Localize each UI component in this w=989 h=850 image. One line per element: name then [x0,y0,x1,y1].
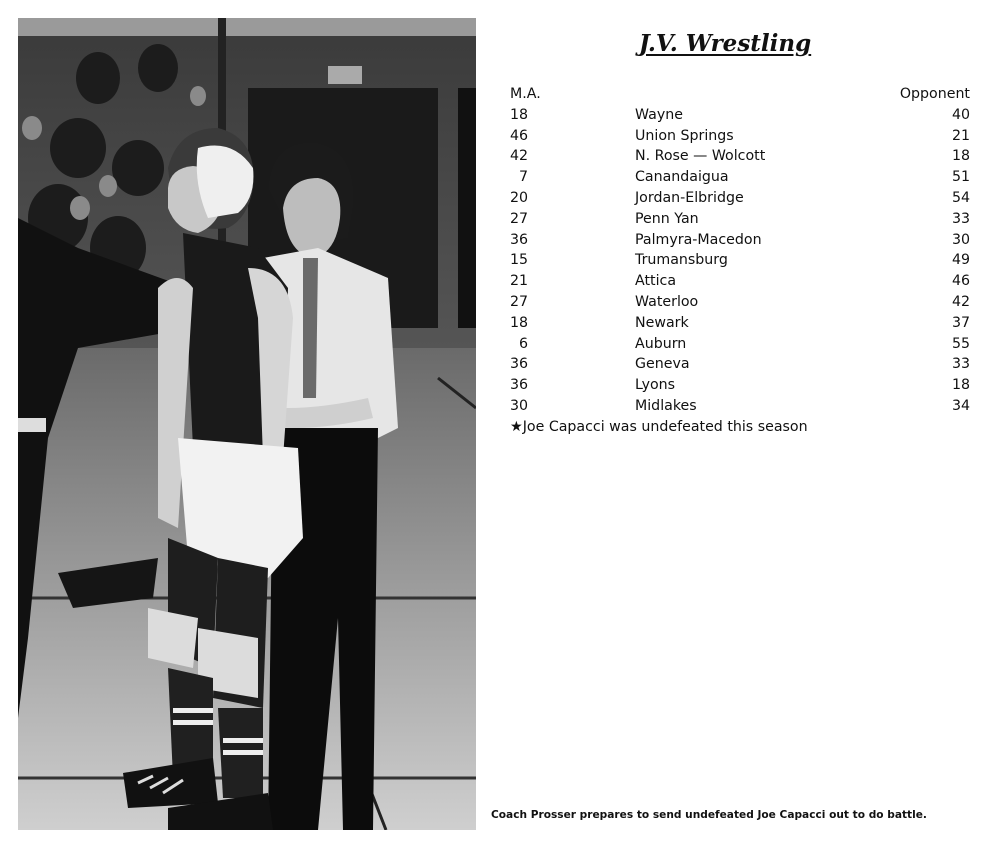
opponent-name: Midlakes [635,397,697,414]
opponent-score: 33 [951,210,970,227]
table-row [510,230,970,251]
ma-score: 7 [518,169,528,186]
opponent-name: Wayne [635,106,683,123]
opponent-score: 34 [951,397,970,414]
opponent-score: 54 [951,189,970,206]
table-row [510,188,970,209]
table-row [510,146,970,167]
ma-score: 30 [510,397,529,414]
table-row [510,313,970,334]
page-title: J.V. Wrestling [638,30,812,57]
table-row [510,126,970,147]
ma-score: 15 [510,252,529,269]
opponent-name: Waterloo [635,293,699,310]
ma-score: 20 [510,189,529,206]
table-row [510,396,970,417]
opponent-name: Newark [635,314,689,331]
table-row [510,209,970,230]
table-row [510,105,970,126]
opponent-name: N. Rose — Wolcott [635,148,766,165]
ma-score: 18 [510,106,529,123]
ma-score: 36 [510,377,529,394]
table-row [510,271,970,292]
table-row [510,334,970,355]
opponent-score: 42 [951,293,970,310]
opponent-name: Auburn [635,335,687,352]
photo-caption: Coach Prosser prepares to send undefeated Joe Capacci out to do battle. [491,809,927,821]
opponent-name: Palmyra-Macedon [635,231,762,248]
table-row [510,292,970,313]
opponent-name: Penn Yan [635,210,699,227]
header-opponent: Opponent [899,86,970,102]
header-ma: M.A. [510,86,541,102]
opponent-name: Trumansburg [635,252,728,269]
opponent-score: 30 [951,231,970,248]
opponent-score: 33 [951,356,970,373]
opponent-score: 55 [951,335,970,352]
opponent-score: 40 [951,106,970,123]
results-table [510,84,970,438]
opponent-score: 18 [951,377,970,394]
table-row [510,354,970,375]
ma-score: 36 [510,356,529,373]
ma-score: 46 [510,127,529,144]
opponent-name: Lyons [635,377,676,394]
opponent-name: Union Springs [635,127,734,144]
ma-score: 36 [510,231,529,248]
ma-score: 18 [510,314,529,331]
opponent-score: 46 [951,273,970,290]
opponent-score: 51 [951,169,970,186]
opponent-name: Jordan-Elbridge [635,189,744,206]
wrestling-photo [18,18,476,830]
opponent-name: Attica [635,273,677,290]
opponent-score: 18 [951,148,970,165]
ma-score: 27 [510,210,529,227]
ma-score: 27 [510,293,529,310]
ma-score: 42 [510,148,529,165]
footnote: ★Joe Capacci was undefeated this season [510,418,808,435]
opponent-score: 21 [951,127,970,144]
table-row [510,250,970,271]
opponent-score: 37 [951,314,970,331]
opponent-score: 49 [951,252,970,269]
table-row [510,375,970,396]
opponent-name: Canandaigua [635,169,729,186]
table-row [510,167,970,188]
ma-score: 21 [510,273,529,290]
opponent-name: Geneva [635,356,690,373]
ma-score: 6 [518,335,528,352]
results-header [510,84,970,105]
